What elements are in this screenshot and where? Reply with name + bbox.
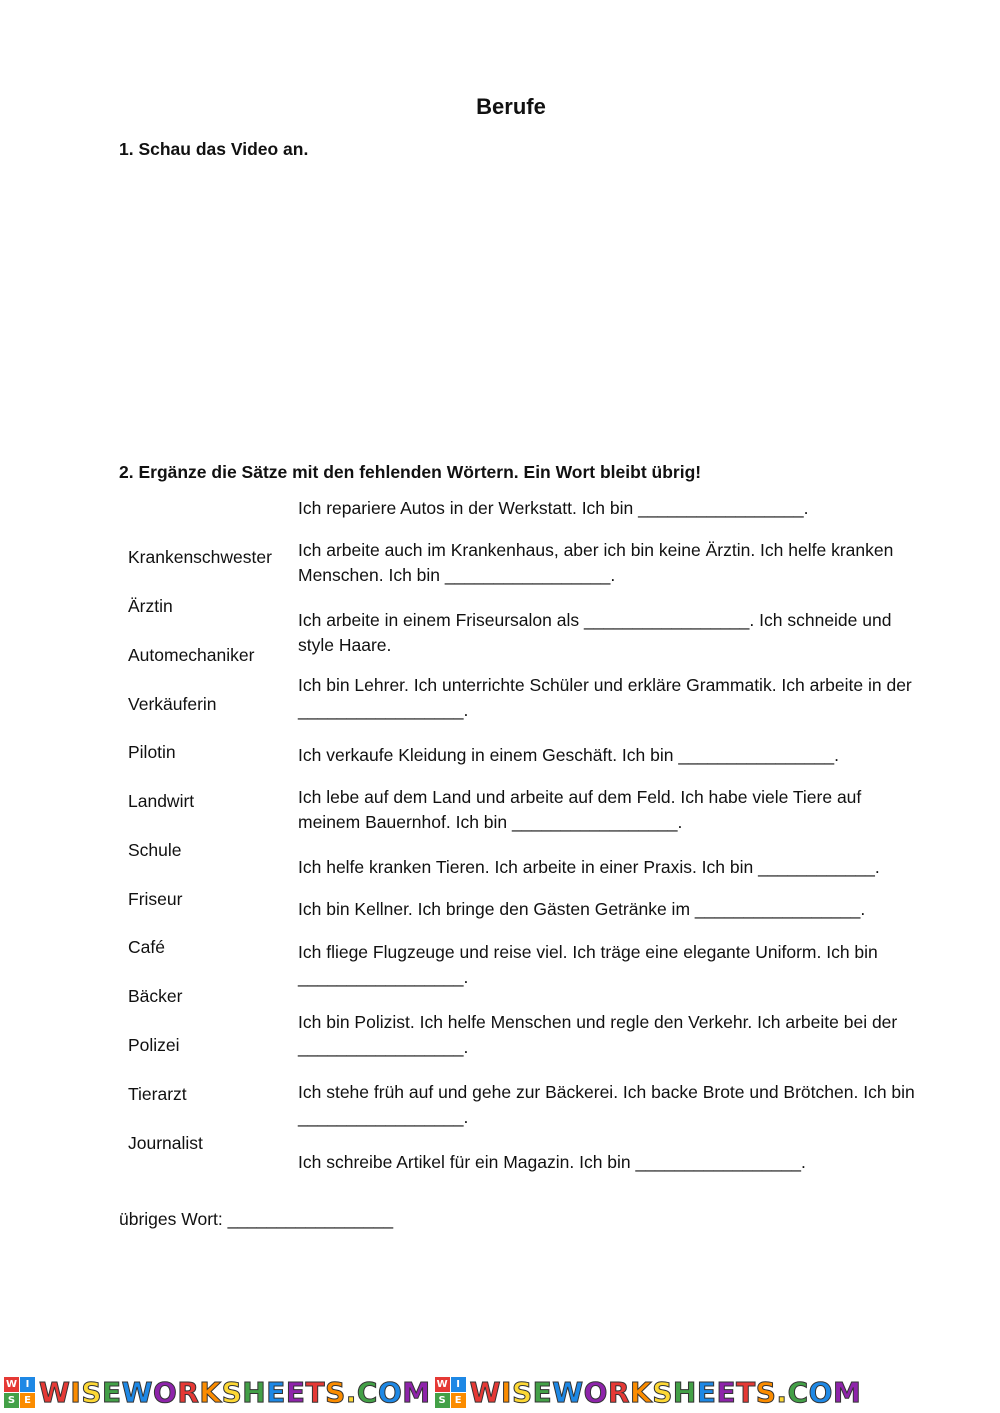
logo-letter: O: [583, 1376, 608, 1409]
logo-letter: W: [552, 1376, 584, 1409]
logo-letter: E: [716, 1376, 737, 1409]
logo-text: [39, 1376, 431, 1409]
badge-letter: E: [451, 1393, 466, 1408]
logo-letter: W: [121, 1376, 154, 1409]
logo-letter: K: [199, 1376, 222, 1409]
logo-letter: O: [153, 1376, 178, 1409]
logo-letter: S: [652, 1376, 673, 1409]
logo-badge-icon: [4, 1377, 35, 1408]
word-bank-item[interactable]: Landwirt: [128, 791, 195, 811]
logo-letter: T: [736, 1376, 756, 1409]
sentence-3[interactable]: Ich arbeite in einem Friseursalon als _________________. Ich schneide und style Haare.: [298, 610, 892, 655]
logo-letter: C: [356, 1376, 378, 1409]
word-bank-item[interactable]: Pilotin: [128, 742, 176, 762]
logo-letter: C: [787, 1376, 809, 1409]
task-1-heading: 1. Schau das Video an.: [119, 139, 309, 159]
badge-letter: I: [451, 1377, 466, 1392]
logo-letter: W: [469, 1376, 502, 1409]
logo-badge-icon: [435, 1377, 466, 1408]
task-2-heading: 2. Ergänze die Sätze mit den fehlenden Wörtern. Ein Wort bleibt übrig!: [119, 462, 702, 482]
logo-letter: R: [607, 1376, 631, 1409]
sentence-12[interactable]: Ich schreibe Artikel für ein Magazin. Ich bin _________________.: [298, 1152, 806, 1172]
sentence-8[interactable]: Ich bin Kellner. Ich bringe den Gästen Getränke im _________________.: [298, 899, 866, 919]
badge-letter: S: [435, 1393, 450, 1408]
word-bank-item[interactable]: Krankenschwester: [128, 547, 272, 567]
logo-letter: S: [325, 1376, 346, 1409]
word-bank-item[interactable]: Café: [128, 937, 165, 957]
word-bank-item[interactable]: Schule: [128, 840, 182, 860]
logo-letter: E: [101, 1376, 122, 1409]
word-bank-item[interactable]: Verkäuferin: [128, 694, 217, 714]
logo-letter: S: [81, 1376, 102, 1409]
logo-letter: S: [221, 1376, 243, 1409]
word-bank-item[interactable]: Journalist: [128, 1133, 203, 1153]
sentence-1[interactable]: Ich repariere Autos in der Werkstatt. Ich bin _________________.: [298, 498, 809, 518]
logo-letter: M: [402, 1376, 431, 1409]
sentence-2[interactable]: Ich arbeite auch im Krankenhaus, aber ich bin keine Ärztin. Ich helfe kranken Menschen. Ich bin _________________.: [298, 540, 894, 585]
badge-letter: W: [5, 1379, 18, 1390]
logo-letter: .: [776, 1376, 788, 1409]
word-bank-item[interactable]: Automechaniker: [128, 645, 255, 665]
logo-letter: O: [808, 1376, 833, 1409]
logo-letter: E: [532, 1376, 553, 1409]
page-title: Berufe: [476, 94, 546, 119]
sentence-11[interactable]: Ich stehe früh auf und gehe zur Bäckerei. Ich backe Brote und Brötchen. Ich bin _________________.: [298, 1082, 915, 1127]
sentence-6[interactable]: Ich lebe auf dem Land und arbeite auf dem Feld. Ich habe viele Tiere auf meinem Bauernhof. Ich bin _________________.: [298, 787, 862, 832]
badge-letter: W: [436, 1379, 448, 1390]
logo-letter: E: [696, 1376, 717, 1409]
word-bank-item[interactable]: Friseur: [128, 889, 183, 909]
badge-letter: E: [20, 1393, 35, 1408]
logo-letter: S: [511, 1376, 533, 1409]
word-bank-item[interactable]: Tierarzt: [128, 1084, 187, 1104]
logo-letter: T: [305, 1376, 326, 1409]
logo-letter: R: [177, 1376, 200, 1409]
logo-letter: E: [285, 1376, 306, 1409]
logo-text: [470, 1376, 862, 1409]
logo-letter: E: [266, 1376, 286, 1409]
logo-letter: I: [501, 1376, 512, 1409]
word-bank-item[interactable]: Bäcker: [128, 986, 183, 1006]
logo-letter: O: [377, 1376, 403, 1409]
logo-letter: S: [755, 1376, 777, 1409]
sentence-10[interactable]: Ich bin Polizist. Ich helfe Menschen und regle den Verkehr. Ich arbeite bei der _________________.: [298, 1012, 898, 1057]
logo-letter: W: [39, 1376, 71, 1409]
sentence-4[interactable]: Ich bin Lehrer. Ich unterrichte Schüler und erkläre Grammatik. Ich arbeite in der _________________.: [298, 675, 912, 720]
sentence-9[interactable]: Ich fliege Flugzeuge und reise viel. Ich träge eine elegante Uniform. Ich bin _________________.: [298, 942, 878, 987]
logo-letter: M: [832, 1376, 862, 1409]
word-bank-item[interactable]: Ärztin: [128, 596, 173, 616]
word-bank-item[interactable]: Polizei: [128, 1035, 180, 1055]
leftover-word-line[interactable]: übriges Wort: _________________: [119, 1209, 394, 1229]
logo-letter: H: [242, 1376, 267, 1409]
badge-letter: S: [4, 1393, 19, 1408]
sentence-7[interactable]: Ich helfe kranken Tieren. Ich arbeite in einer Praxis. Ich bin ____________.: [298, 857, 880, 877]
logo-letter: I: [70, 1376, 82, 1409]
logo-letter: H: [672, 1376, 697, 1409]
footer-watermark: [0, 1372, 1000, 1413]
logo-letter: K: [630, 1376, 653, 1409]
logo-letter: .: [345, 1376, 357, 1409]
badge-letter: I: [20, 1377, 35, 1392]
sentence-5[interactable]: Ich verkaufe Kleidung in einem Geschäft. Ich bin ________________.: [298, 745, 839, 765]
